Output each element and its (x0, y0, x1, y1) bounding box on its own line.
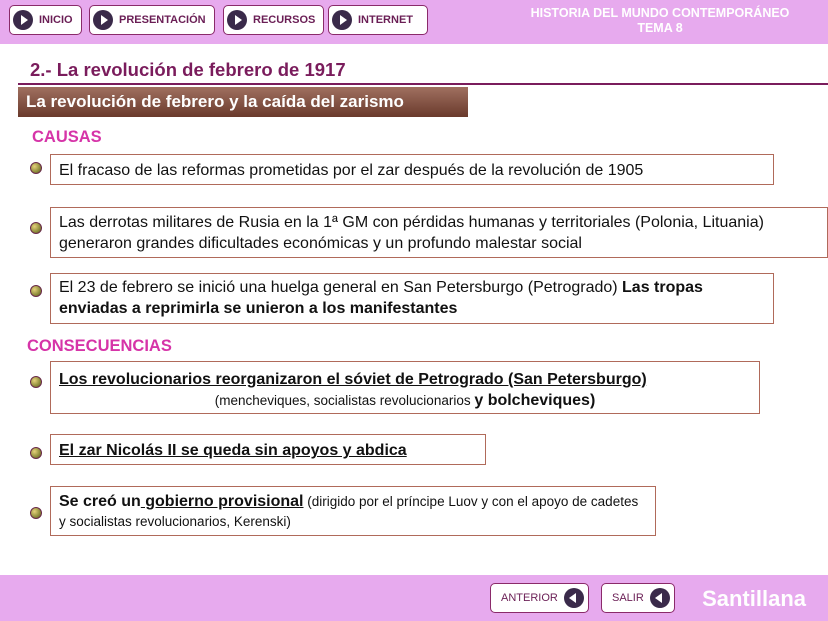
play-arrow-icon (93, 10, 113, 30)
bullet-icon (30, 447, 42, 459)
course-title (510, 6, 810, 36)
presentacion-button[interactable] (89, 5, 215, 35)
causa-text-3-bold: Las tropas enviadas a reprimirla se unieron a los manifestantes (59, 279, 703, 317)
causa-text-2: Las derrotas militares de Rusia en la 1ª GM con pérdidas humanas y territoriales (Polonia, Lituania) generaron grandes dificultades económicas y un profundo malestar social (59, 214, 764, 252)
inicio-button[interactable] (9, 5, 82, 35)
anterior-button[interactable] (490, 583, 589, 613)
consecuencia-sub-1-bold: y bolcheviques) (474, 392, 596, 409)
consecuencia-item-3 (50, 486, 656, 536)
consecuencia-subline-1 (59, 390, 751, 411)
bullet-icon (30, 285, 42, 297)
internet-label: INTERNET (358, 14, 413, 26)
internet-button[interactable] (328, 5, 428, 35)
play-arrow-icon (332, 10, 352, 30)
consecuencia-item-1 (50, 361, 760, 414)
bullet-icon (30, 222, 42, 234)
title-divider (18, 83, 828, 85)
anterior-label: ANTERIOR (501, 592, 558, 604)
play-arrow-icon (227, 10, 247, 30)
unit-name: TEMA 8 (637, 21, 683, 35)
causa-item-3 (50, 273, 774, 324)
causa-item-2 (50, 207, 828, 258)
recursos-label: RECURSOS (253, 14, 316, 26)
course-name: HISTORIA DEL MUNDO CONTEMPORÁNEO (530, 6, 790, 20)
consecuencia-lead-3: Se creó un (59, 493, 141, 510)
bullet-icon (30, 507, 42, 519)
consecuencia-text-1: Los revolucionarios reorganizaron el sóviet de Petrogrado (San Petersburgo) (59, 371, 647, 388)
back-arrow-icon (564, 588, 584, 608)
recursos-button[interactable] (223, 5, 324, 35)
inicio-label: INICIO (39, 14, 73, 26)
consecuencia-text-2: El zar Nicolás II se queda sin apoyos y abdica (59, 442, 407, 459)
bullet-icon (30, 162, 42, 174)
presentacion-label: PRESENTACIÓN (119, 14, 206, 26)
consecuencia-rest-3: (dirigido por el príncipe Luov y con el apoyo de cadetes y socialistas revolucionarios, Kerenski) (59, 494, 639, 529)
bullet-icon (30, 376, 42, 388)
consecuencia-item-2 (50, 434, 486, 465)
salir-label: SALIR (612, 592, 644, 604)
brand-logo: Santillana (702, 586, 806, 611)
consecuencias-heading: CONSECUENCIAS (27, 337, 172, 355)
causa-item-1 (50, 154, 774, 185)
consecuencia-underlined-3: gobierno provisional (140, 493, 304, 510)
salir-button[interactable] (601, 583, 675, 613)
page-title: 2.- La revolución de febrero de 1917 (30, 59, 346, 80)
causa-text-1: El fracaso de las reformas prometidas por el zar después de la revolución de 1905 (59, 162, 644, 179)
play-arrow-icon (13, 10, 33, 30)
subtitle-banner: La revolución de febrero y la caída del zarismo (18, 87, 468, 117)
back-arrow-icon (650, 588, 670, 608)
consecuencia-sub-1: (mencheviques, socialistas revolucionarios (214, 393, 475, 408)
causa-text-3: El 23 de febrero se inició una huelga general en San Petersburgo (Petrogrado) (59, 279, 623, 296)
causas-heading: CAUSAS (32, 128, 102, 146)
